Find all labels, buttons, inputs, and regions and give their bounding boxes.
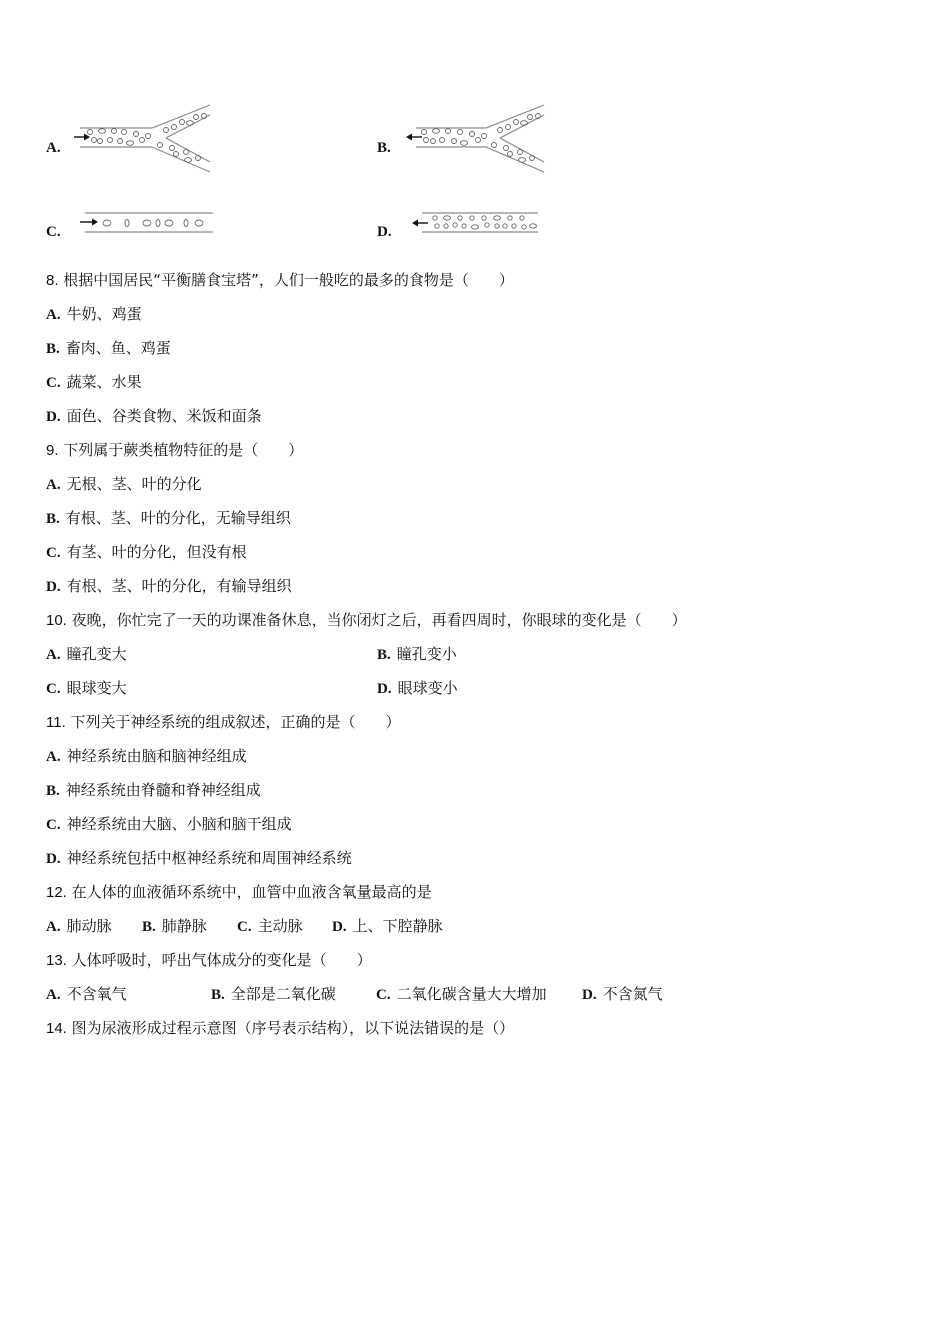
question-13 xyxy=(46,950,372,971)
option-letter: C. xyxy=(46,375,61,391)
option-text: 神经系统由大脑、小脑和脑干组成 xyxy=(66,815,292,833)
question-13-option-d[interactable] xyxy=(582,984,663,1005)
option-text: 不含氮气 xyxy=(602,985,663,1003)
option-letter: B. xyxy=(211,987,225,1003)
option-text: 主动脉 xyxy=(257,917,303,935)
option-text: 神经系统由脑和脑神经组成 xyxy=(66,747,247,765)
option-letter: A. xyxy=(46,987,61,1003)
option-letter: D. xyxy=(46,409,61,425)
question-13-option-b[interactable] xyxy=(211,984,336,1005)
option-letter: D. xyxy=(377,681,392,697)
question-13-option-c[interactable] xyxy=(376,984,547,1005)
question-number: 11. xyxy=(46,714,66,731)
question-11-option-b[interactable] xyxy=(46,780,261,801)
option-letter: D. xyxy=(332,919,347,935)
question-9-option-b[interactable] xyxy=(46,508,291,529)
option-text: 蔬菜、水果 xyxy=(66,373,142,391)
question-11-option-a[interactable] xyxy=(46,746,247,767)
question-number: 14. xyxy=(46,1020,67,1037)
option-letter: C. xyxy=(46,545,61,561)
question-stem: 图为尿液形成过程示意图（序号表示结构），以下说法错误的是（） xyxy=(71,1019,515,1037)
option-letter: B. xyxy=(46,783,60,799)
option-letter: C. xyxy=(46,817,61,833)
question-13-option-a[interactable] xyxy=(46,984,127,1005)
arrow-left-icon xyxy=(412,220,428,227)
question-11 xyxy=(46,712,401,733)
question-10-option-b[interactable] xyxy=(377,644,457,665)
question-8 xyxy=(46,270,514,291)
option-text: 全部是二氧化碳 xyxy=(230,985,336,1003)
option-letter: D. xyxy=(46,851,61,867)
question-number: 9. xyxy=(46,442,59,459)
artery-branching-diagram xyxy=(70,100,220,180)
option-letter: C. xyxy=(237,919,252,935)
vein-merging-diagram xyxy=(402,100,552,180)
option-text: 神经系统包括中枢神经系统和周围神经系统 xyxy=(66,849,352,867)
question-12-option-b[interactable] xyxy=(142,916,207,937)
question-number: 12. xyxy=(46,884,67,901)
question-stem: 夜晚，你忙完了一天的功课准备休息，当你闭灯之后，再看四周时，你眼球的变化是（ ） xyxy=(71,611,687,629)
option-text: 神经系统由脊髓和脊神经组成 xyxy=(65,781,261,799)
option-text: 有茎、叶的分化，但没有根 xyxy=(66,543,247,561)
option-text: 有根、茎、叶的分化，无输导组织 xyxy=(65,509,291,527)
question-number: 13. xyxy=(46,952,67,969)
question-9-option-d[interactable] xyxy=(46,576,292,597)
question-8-option-b[interactable] xyxy=(46,338,171,359)
question-9 xyxy=(46,440,303,461)
question-8-option-c[interactable] xyxy=(46,372,142,393)
capillary-diagram xyxy=(70,208,220,238)
figure-label-d: D. xyxy=(377,224,392,240)
question-12-option-d[interactable] xyxy=(332,916,443,937)
option-letter: A. xyxy=(46,477,61,493)
question-9-option-c[interactable] xyxy=(46,542,247,563)
question-9-option-a[interactable] xyxy=(46,474,202,495)
straight-vessel-diagram xyxy=(402,208,552,238)
question-number: 8. xyxy=(46,272,59,289)
option-letter: A. xyxy=(46,307,61,323)
question-12-option-a[interactable] xyxy=(46,916,112,937)
option-text: 上、下腔静脉 xyxy=(352,917,443,935)
question-stem: 下列属于蕨类植物特征的是（ ） xyxy=(63,441,304,459)
option-text: 肺动脉 xyxy=(66,917,112,935)
question-12 xyxy=(46,882,432,903)
arrow-right-icon xyxy=(80,219,98,226)
option-text: 牛奶、鸡蛋 xyxy=(66,305,142,323)
option-letter: C. xyxy=(376,987,391,1003)
figure-label-a: A. xyxy=(46,140,61,156)
question-stem: 根据中国居民“平衡膳食宝塔”，人们一般吃的最多的食物是（ ） xyxy=(63,271,514,289)
question-8-option-d[interactable] xyxy=(46,406,262,427)
question-10-option-a[interactable] xyxy=(46,644,127,665)
option-letter: D. xyxy=(582,987,597,1003)
question-stem: 下列关于神经系统的组成叙述，正确的是（ ） xyxy=(70,713,401,731)
option-text: 瞳孔变小 xyxy=(396,645,457,663)
option-text: 眼球变小 xyxy=(397,679,458,697)
option-letter: B. xyxy=(46,511,60,527)
option-letter: A. xyxy=(46,919,61,935)
option-text: 畜肉、鱼、鸡蛋 xyxy=(65,339,171,357)
option-text: 不含氧气 xyxy=(66,985,127,1003)
option-letter: C. xyxy=(46,681,61,697)
arrow-left-icon xyxy=(406,134,422,141)
option-letter: B. xyxy=(377,647,391,663)
option-text: 面色、谷类食物、米饭和面条 xyxy=(66,407,262,425)
question-8-option-a[interactable] xyxy=(46,304,142,325)
question-10-option-c[interactable] xyxy=(46,678,127,699)
option-letter: D. xyxy=(46,579,61,595)
figure-label-b: B. xyxy=(377,140,391,156)
option-letter: B. xyxy=(142,919,156,935)
question-10-option-d[interactable] xyxy=(377,678,458,699)
option-text: 肺静脉 xyxy=(161,917,207,935)
option-letter: A. xyxy=(46,749,61,765)
option-text: 瞳孔变大 xyxy=(66,645,127,663)
question-10 xyxy=(46,610,687,631)
arrow-right-icon xyxy=(74,134,90,141)
question-11-option-d[interactable] xyxy=(46,848,352,869)
figure-label-c: C. xyxy=(46,224,61,240)
question-stem: 在人体的血液循环系统中，血管中血液含氧量最高的是 xyxy=(71,883,432,901)
question-14 xyxy=(46,1018,514,1039)
option-text: 有根、茎、叶的分化，有输导组织 xyxy=(66,577,292,595)
option-letter: A. xyxy=(46,647,61,663)
question-11-option-c[interactable] xyxy=(46,814,292,835)
option-text: 眼球变大 xyxy=(66,679,127,697)
option-letter: B. xyxy=(46,341,60,357)
question-stem: 人体呼吸时，呼出气体成分的变化是（ ） xyxy=(71,951,372,969)
option-text: 二氧化碳含量大大增加 xyxy=(396,985,547,1003)
question-12-option-c[interactable] xyxy=(237,916,303,937)
question-number: 10. xyxy=(46,612,67,629)
option-text: 无根、茎、叶的分化 xyxy=(66,475,202,493)
